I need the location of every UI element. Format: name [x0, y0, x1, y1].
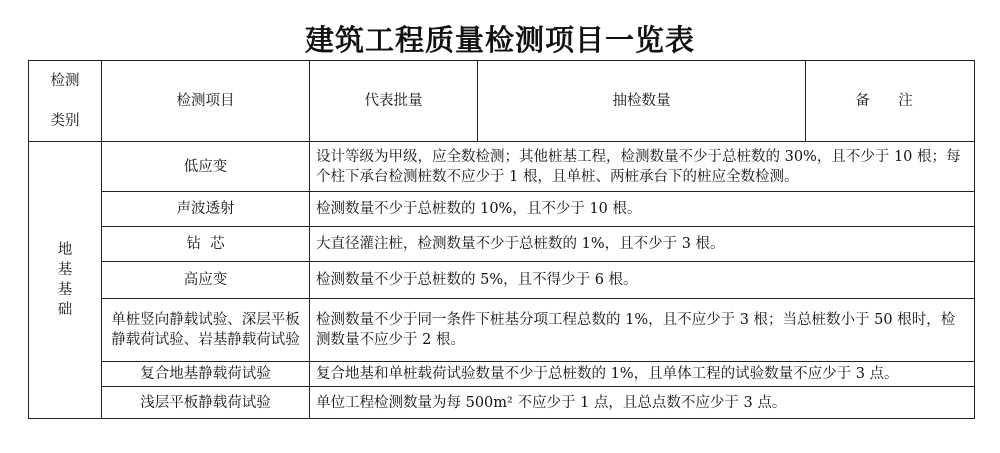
header-category-line2: 类别 [50, 113, 80, 129]
header-item: 检测项目 [102, 61, 310, 142]
category-cell [29, 142, 102, 419]
category-char: 基 [57, 282, 73, 298]
table-row [29, 192, 975, 227]
category-char: 地 [57, 242, 73, 258]
desc-cell: 检测数量不少于总桩数的 5%，且不得少于 6 根。 [310, 262, 975, 299]
category-char: 础 [57, 302, 73, 318]
table-row [29, 299, 975, 362]
table-row [29, 362, 975, 387]
header-quantity: 抽检数量 [478, 61, 806, 142]
item-cell: 复合地基静载荷试验 [102, 362, 310, 387]
page-title: 建筑工程质量检测项目一览表 [304, 23, 695, 57]
desc-cell: 设计等级为甲级，应全数检测；其他桩基工程，检测数量不少于总桩数的 30%，且不少于 10 根；每个柱下承台检测桩数不应少于 1 根，且单桩、两桩承台下的桩应全数检测。 [310, 142, 975, 192]
table-row [29, 142, 975, 192]
item-cell: 低应变 [102, 142, 310, 192]
desc-cell: 单位工程检测数量为每 500m² 不应少于 1 点，且总点数不应少于 3 点。 [310, 387, 975, 419]
desc-cell: 检测数量不少于总桩数的 10%，且不少于 10 根。 [310, 192, 975, 227]
desc-cell: 大直径灌注桩，检测数量不少于总桩数的 1%，且不少于 3 根。 [310, 227, 975, 262]
desc-cell: 复合地基和单桩载荷试验数量不少于总桩数的 1%，且单体工程的试验数量不应少于 3 点。 [310, 362, 975, 387]
table-row [29, 262, 975, 299]
header-category-line1: 检测 [50, 73, 80, 89]
item-cell: 钻 芯 [102, 227, 310, 262]
header-category [29, 61, 102, 142]
item-cell: 声波透射 [102, 192, 310, 227]
table-row [29, 387, 975, 419]
header-remarks: 备 注 [806, 61, 975, 142]
desc-cell: 检测数量不少于同一条件下桩基分项工程总数的 1%，且不应少于 3 根；当总桩数小于 50 根时，检测数量不应少于 2 根。 [310, 299, 975, 362]
category-char: 基 [57, 262, 73, 278]
item-cell: 单桩竖向静载试验、深层平板静载荷试验、岩基静载荷试验 [102, 299, 310, 362]
item-cell: 浅层平板静载荷试验 [102, 387, 310, 419]
table-row [29, 227, 975, 262]
header-batch: 代表批量 [310, 61, 478, 142]
header-row [29, 61, 975, 142]
inspection-table [28, 60, 975, 419]
item-cell: 高应变 [102, 262, 310, 299]
